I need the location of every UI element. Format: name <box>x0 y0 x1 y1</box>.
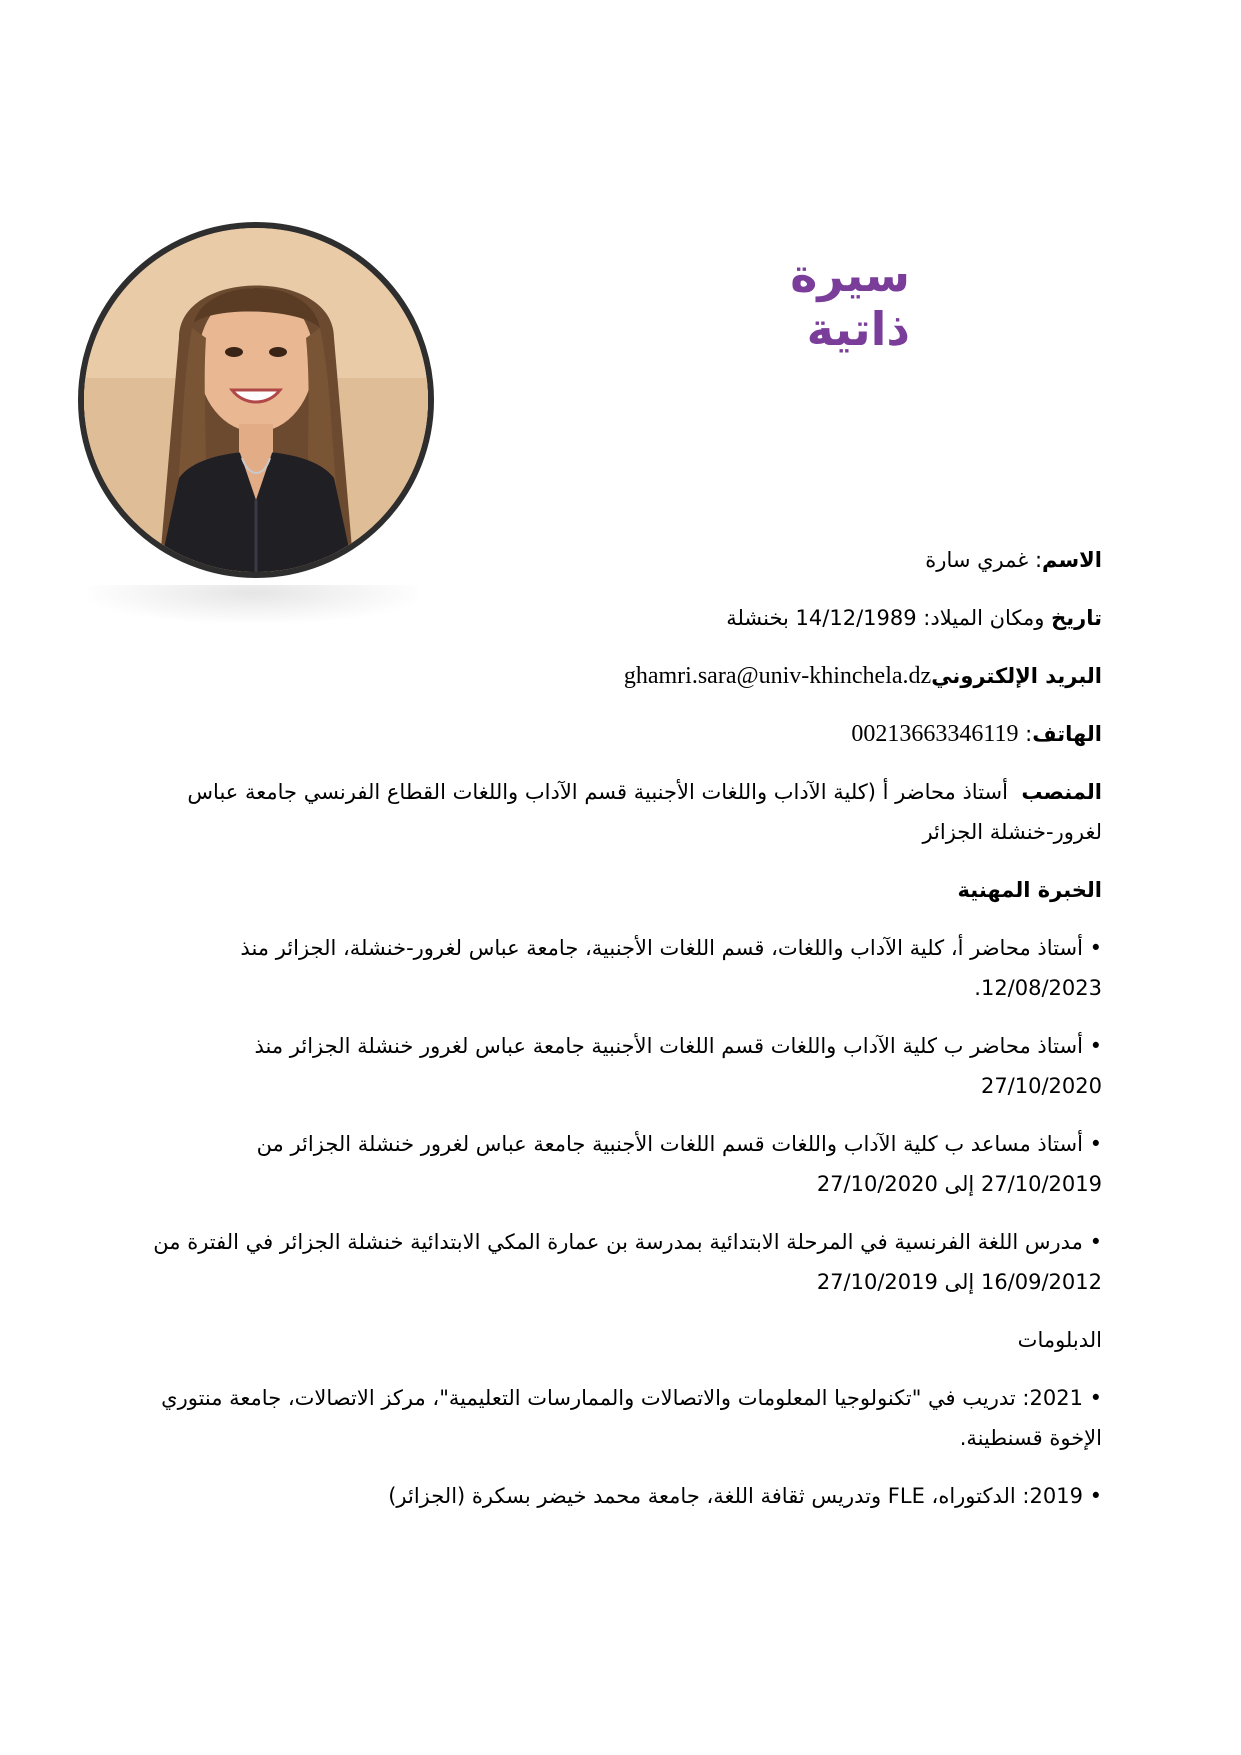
phone-value: 00213663346119 <box>851 721 1019 747</box>
email-label: البريد الإلكتروني <box>931 664 1102 688</box>
position-label: المنصب <box>1021 780 1102 804</box>
experience-heading: الخبرة المهنية <box>957 878 1102 902</box>
email-line <box>140 656 1102 696</box>
diplomas-heading: الدبلومات <box>1017 1328 1102 1352</box>
phone-label: الهاتف <box>1032 722 1102 746</box>
avatar <box>78 222 434 578</box>
profile-photo <box>78 222 434 578</box>
experience-item: • أستاذ مساعد ب كلية الآداب واللغات قسم اللغات الأجنبية جامعة عباس لغرور خنشلة الجزائر من 27/10/2019 إلى 27/10/2020 <box>256 1132 1102 1196</box>
name-line <box>140 540 1102 580</box>
phone-line <box>140 714 1102 754</box>
name-label: الاسم <box>1042 548 1102 572</box>
birth-line <box>140 598 1102 638</box>
colon: : <box>1028 548 1043 572</box>
experience-item: • أستاذ محاضر ب كلية الآداب واللغات قسم اللغات الأجنبية جامعة عباس لغرور خنشلة الجزائر منذ 27/10/2020 <box>254 1034 1102 1098</box>
name-value: غمري سارة <box>925 548 1029 572</box>
cv-content <box>140 540 1102 1534</box>
position-line <box>140 772 1102 852</box>
colon: : <box>1018 722 1033 746</box>
email-value[interactable]: ghamri.sara@univ-khinchela.dz <box>623 663 932 689</box>
birth-label: تاريخ <box>1051 606 1102 630</box>
diploma-item: • 2019: الدكتوراه، FLE وتدريس ثقافة اللغة، جامعة محمد خيضر بسكرة (الجزائر) <box>388 1484 1102 1508</box>
experience-item: • أستاذ محاضر أ، كلية الآداب واللغات، قسم اللغات الأجنبية، جامعة عباس لغرور-خنشلة، الجزائر منذ 12/08/2023. <box>240 936 1102 1000</box>
page-title: سيرة ذاتية <box>790 248 910 356</box>
portrait-illustration <box>84 228 428 572</box>
position-value: أستاذ محاضر أ (كلية الآداب واللغات الأجنبية قسم الآداب واللغات القطاع الفرنسي جامعة عباس لغرور-خنشلة الجزائر <box>187 780 1102 844</box>
birth-text: ومكان الميلاد: 14/12/1989 بخنشلة <box>726 606 1045 630</box>
experience-item: • مدرس اللغة الفرنسية في المرحلة الابتدائية بمدرسة بن عمارة المكي الابتدائية خنشلة الجزائر في الفترة من 16/09/2012 إلى 27/10/2019 <box>153 1230 1102 1294</box>
diploma-item: • 2021: تدريب في "تكنولوجيا المعلومات والاتصالات والممارسات التعليمية"، مركز الاتصالات، جامعة منتوري الإخوة قسنطينة. <box>161 1386 1102 1450</box>
